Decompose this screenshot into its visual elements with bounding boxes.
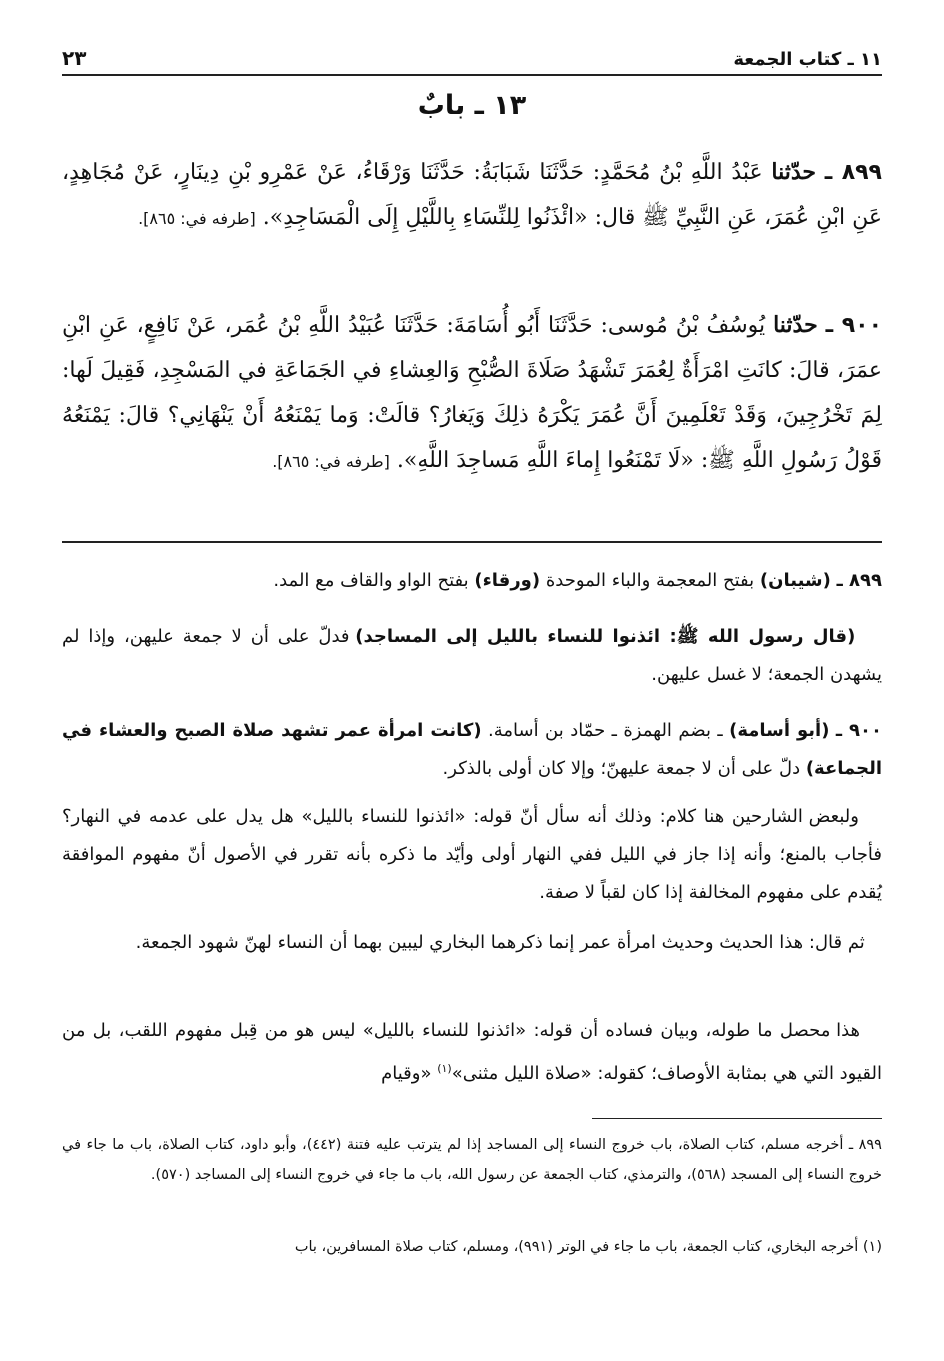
commentary-term: (شيبان) bbox=[759, 570, 831, 591]
footnote-divider bbox=[592, 1118, 882, 1119]
commentary-quote: (كانت امرأة عمر تشهد صلاة الصبح والعشاء في الجماعة) bbox=[62, 720, 882, 779]
commentary-paragraph-hadith-quote bbox=[62, 618, 882, 694]
commentary-paragraph-muhassal bbox=[62, 1012, 882, 1093]
hadith-text: يُوسُفُ بْنُ مُوسى: حَدَّثَنَا أَبُو أُسَامَةَ: حَدَّثَنَا عُبَيْدُ اللَّهِ بْنُ عُمَر، عَنْ نَافِعٍ، عَنِ ابْنِ عمَرَ، قالَ: كانَتِ امْرَأَةٌ لِعُمَرَ تَشْهَدُ صَلَاةَ الصُّبْحِ وَالعِشاءِ في الجَمَاعَةِ في المَسْجِدِ، فَقِيلَ لَها: لِمَ تَخْرُجِينَ، وَقَدْ تَعْلَمِينَ أَنَّ عُمَرَ يَكْرَهُ ذلِكَ وَيَغارُ؟ قالَتْ: وَما يَمْنَعُهُ أَنْ يَنْهَانِي؟ قالَ: يَمْنَعُهُ قَوْلُ رَسُولِ اللَّهِ ﷺ: «لَا تَمْنَعُوا إِماءَ اللَّهِ مَساجِدَ اللَّهِ». bbox=[62, 313, 882, 473]
commentary-text: دلّ على أن لا جمعة عليهنّ؛ وإلا كان أولى بالذكر. bbox=[442, 758, 806, 779]
hadith-text: عَبْدُ اللَّهِ بْنُ مُحَمَّدٍ: حَدَّثَنَا شَبَابَةُ: حَدَّثَنَا وَرْقَاءُ، عَنْ عَمْرِو بْنِ دِينَارٍ، عَنْ مُجَاهِدٍ، عَنِ ابْنِ عُمَرَ، عَنِ النَّبِيِّ ﷺ قال: «ائْذَنُوا لِلنِّسَاءِ بِاللَّيْلِ إِلَى الْمَسَاجِدِ». bbox=[62, 160, 882, 230]
hadith-narration-verb: حدّثنا bbox=[771, 159, 817, 185]
commentary-divider bbox=[62, 541, 882, 543]
commentary-number: ٨٩٩ ـ bbox=[836, 570, 882, 591]
footnote-1 bbox=[62, 1232, 882, 1262]
hadith-cross-reference: [طرفه في: ٨٦٥]. bbox=[272, 452, 390, 471]
commentary-text: ثم قال: هذا الحديث وحديث امرأة عمر إنما ذكرهما البخاري ليبين بهما أن النساء لهنّ شهود الجمعة. bbox=[135, 932, 865, 953]
commentary-text: بفتح الواو والقاف مع المد. bbox=[273, 570, 475, 591]
footnote-text: (١) أخرجه البخاري، كتاب الجمعة، باب ما جاء في الوتر (٩٩١)، ومسلم، كتاب صلاة المسافرين، باب bbox=[294, 1239, 882, 1255]
commentary-text: هذا محصل ما طوله، وبيان فساده أن قوله: «ائذنوا للنساء بالليل» ليس هو من قِبل مفهوم اللقب، بل من القيود التي هي بمثابة الأوصاف؛ كقوله: «صلاة الليل مثنى» bbox=[62, 1020, 882, 1084]
footnote-marker[interactable]: (١) bbox=[437, 1062, 452, 1075]
chapter-title: ١١ ـ كتاب الجمعة bbox=[733, 49, 882, 70]
page-number: ٢٣ bbox=[62, 46, 87, 70]
hadith-899 bbox=[62, 150, 882, 241]
hadith-number: ٨٩٩ ـ bbox=[824, 160, 882, 185]
commentary-paragraph-899 bbox=[62, 562, 882, 600]
commentary-text: بفتح المعجمة والباء الموحدة bbox=[540, 570, 760, 591]
hadith-narration-verb: حدّثنا bbox=[773, 312, 818, 338]
hadith-cross-reference: [طرفه في: ٨٦٥]. bbox=[138, 209, 256, 228]
footnote-text: ٨٩٩ ـ أخرجه مسلم، كتاب الصلاة، باب خروج النساء إلى المساجد إذا لم يترتب عليه فتنة (٤٤٢)، وأبو داود، كتاب الصلاة، باب ما جاء في خروج النساء إلى المسجد (٥٦٨)، والترمذي، كتاب الجمعة عن رسول الله، باب ما جاء في خروج النساء إلى المساجد (٥٧٠). bbox=[62, 1137, 882, 1183]
commentary-term: (ورقاء) bbox=[474, 570, 541, 591]
commentary-paragraph-900 bbox=[62, 712, 882, 788]
commentary-number: ٩٠٠ ـ bbox=[835, 720, 882, 741]
commentary-text: ولبعض الشارحين هنا كلام: وذلك أنه سأل أنّ قوله: «ائذنوا للنساء بالليل» هل يدل على عدمه في النهار؟ فأجاب بالمنع؛ وأنه إذا جاز في الليل ففي النهار أولى وأيّد ما ذكره بأنه تقرر في الأصول أنّ مفهوم الموافقة يُقدم على مفهوم المخالفة إذا كان لقباً لا صفة. bbox=[62, 806, 882, 903]
hadith-900 bbox=[62, 303, 882, 484]
section-title: ١٣ ـ بابٌ bbox=[417, 90, 527, 121]
commentary-paragraph-thumma-qal bbox=[62, 924, 882, 962]
running-header bbox=[62, 38, 882, 76]
commentary-quote: (قال رسول الله ﷺ: ائذنوا للنساء بالليل إلى المساجد) bbox=[355, 626, 856, 647]
commentary-text: ـ بضم الهمزة ـ حمّاد بن أسامة. bbox=[481, 720, 730, 741]
commentary-text: فدلّ على أن لا جمعة عليهن، وإذا لم يشهدن الجمعة؛ لا غسل عليهن. bbox=[62, 626, 882, 685]
footnote-899 bbox=[62, 1130, 882, 1190]
commentary-paragraph-sharihin bbox=[62, 798, 882, 912]
commentary-term: (أبو أسامة) bbox=[729, 720, 830, 741]
commentary-text: «وقيام bbox=[381, 1063, 438, 1084]
hadith-number: ٩٠٠ ـ bbox=[825, 313, 883, 338]
